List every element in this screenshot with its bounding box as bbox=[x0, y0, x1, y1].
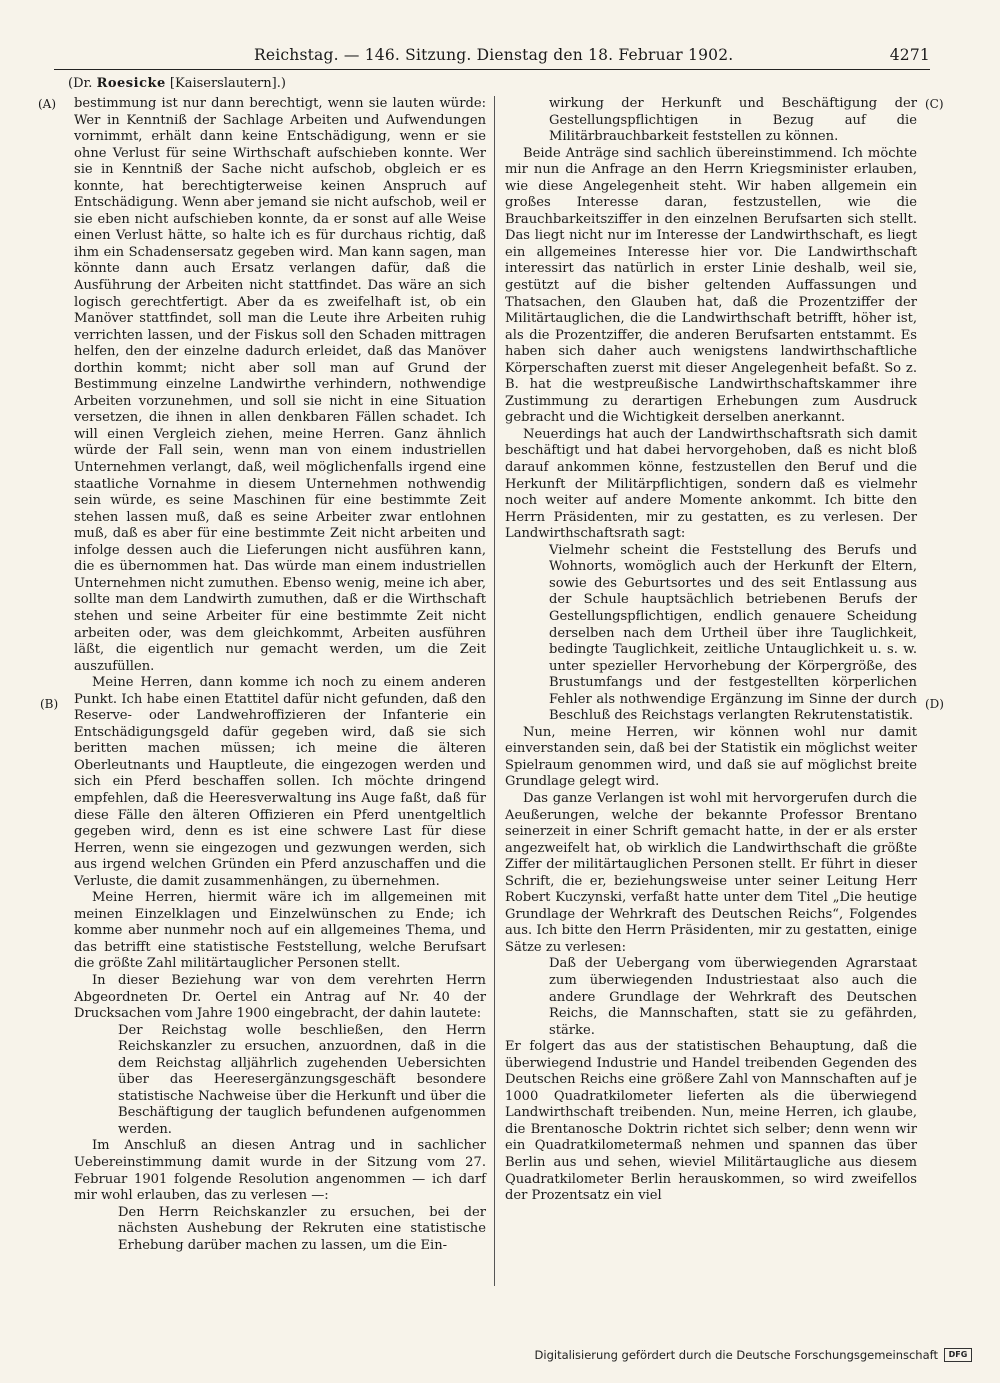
paragraph: Das ganze Verlangen ist wohl mit hervorgerufen durch die Aeußerungen, welche der bekannte Professor Brentano seinerzeit in einer Schrift gemacht hatte, in der er als erster angezweifelt hat, ob wirklich die Landwirthschaft die größte Ziffer der militärtauglichen Personen stellt. Er führt in dieser Schrift, die er, beziehungsweise unter seiner Leitung Herr Robert Kuczynski, verfaßt hatte unter dem Titel „Die heutige Grundlage der Wehrkraft des Deutschen Reichs“, Folgendes aus. Ich bitte den Herrn Präsidenten, mir zu gestatten, einige Sätze zu verlesen: bbox=[505, 790, 917, 955]
block-quote: Daß der Uebergang vom überwiegenden Agrarstaat zum überwiegenden Industriestaat also auch die andere Grundlage der Wehrkraft des Deutschen Reichs, die Mannschaften, statt sie zu gefährden, stärke. bbox=[549, 956, 917, 1038]
speaker-line bbox=[68, 76, 286, 91]
paragraph: Im Anschluß an diesen Antrag und in sachlicher Uebereinstimmung damit wurde in der Sitzung vom 27. Februar 1901 folgende Resolution angenommen — ich darf mir wohl erlauben, das zu verlesen —: bbox=[74, 1138, 486, 1204]
speaker-prefix: (Dr. bbox=[68, 76, 93, 91]
column-divider bbox=[494, 96, 495, 1286]
block-quote: Vielmehr scheint die Feststellung des Berufs und Wohnorts, womöglich auch der Herkunft der Eltern, sowie des Geburtsortes und des seit Entlassung aus der Schule hauptsächlich betriebenen Berufs der Gestellungspflichtigen, endlich genauere Scheidung derselben nach dem Urtheil über ihre Tauglichkeit, bedingte Tauglichkeit, zeitliche Untauglichkeit u. s. w. unter spezieller Hervorhebung der Körpergröße, des Brustumfangs und der festgestellten körperlichen Fehler als nothwendige Ergänzung im Sinne der durch Beschluß des Reichstags verlangten Rekrutenstatistik. bbox=[549, 542, 917, 724]
paragraph: In dieser Beziehung war von dem verehrten Herrn Abgeordneten Dr. Oertel ein Antrag auf Nr. 40 der Drucksachen vom Jahre 1900 eingebracht, der dahin lautete: bbox=[74, 972, 486, 1022]
header-rule bbox=[54, 69, 930, 70]
footer-text: Digitalisierung gefördert durch die Deutsche Forschungsgemeinschaft bbox=[534, 1348, 938, 1362]
margin-marker-d: (D) bbox=[925, 697, 944, 711]
dfg-logo: DFG bbox=[944, 1348, 972, 1362]
running-header bbox=[54, 46, 930, 68]
paragraph: Meine Herren, hiermit wäre ich im allgemeinen mit meinen Einzelklagen und Einzelwünschen zu Ende; ich komme aber nunmehr noch auf ein allgemeines Thema, und das betrifft eine statistische Feststellung, welche Berufsart die größte Zahl militärtauglicher Personen stellt. bbox=[74, 890, 486, 972]
block-quote: wirkung der Herkunft und Beschäftigung der Gestellungspflichtigen in Bezug auf die Militärbrauchbarkeit feststellen zu können. bbox=[549, 96, 917, 145]
page-title: Reichstag. — 146. Sitzung. Dienstag den 18. Februar 1902. bbox=[254, 46, 734, 64]
right-column bbox=[505, 96, 917, 1205]
paragraph: Neuerdings hat auch der Landwirthschaftsrath sich damit beschäftigt und hat dabei hervorgehoben, daß es nicht bloß darauf ankommen könne, festzustellen den Beruf und die Herkunft der Militärpflichtigen, sondern daß es vielmehr noch weiter auf andere Momente ankommt. Ich bitte den Herrn Präsidenten, mir zu gestatten, es zu verlesen. Der Landwirthschaftsrath sagt: bbox=[505, 426, 917, 542]
paragraph: bestimmung ist nur dann berechtigt, wenn sie lauten würde: Wer in Kenntniß der Sachlage Arbeiten und Aufwendungen vornimmt, erhält dann keine Entschädigung, wenn er sie ohne Verlust für seine Wirthschaft aufschieben konnte. Wer sie in Kenntniß der Sache nicht aufschob, obgleich er es konnte, hat berechtigterweise keinen Anspruch auf Entschädigung. Wenn aber jemand sie nicht aufschob, weil er sie eben nicht aufschieben konnte, da er sonst auf alle Weise einen Verlust hätte, so halte ich es für durchaus richtig, daß ihm ein Schadensersatz gegeben wird. Man kann sagen, man könnte dann auch Ersatz verlangen dafür, daß die Ausführung der Arbeiten nicht stattfindet. Das wäre an sich logisch gerechtfertigt. Aber da es zweifelhaft ist, ob ein Manöver stattfindet, soll man die Leute ihre Arbeiten ruhig verrichten lassen, und der Fiskus soll den Schaden mittragen helfen, den der einzelne dadurch erleidet, daß das Manöver dorthin kommt; nicht aber soll man auf Grund der Bestimmung einzelne Landwirthe verhindern, nothwendige Arbeiten vorzunehmen, und soll sie nicht in eine Situation versetzen, die ihnen in allen denkbaren Fällen schadet. Ich will einen Vergleich ziehen, meine Herren. Ganz ähnlich würde der Fall sein, wenn man von einem industriellen Unternehmen verlangt, daß, weil möglichenfalls irgend eine staatliche Vornahme in diesem Unternehmen nothwendig sein würde, es seine Maschinen für eine bestimmte Zeit stehen lassen muß, daß es seine Arbeiter zwar entlohnen muß, daß es aber für eine bestimmte Zeit nicht arbeiten und infolge dessen auch die Lieferungen nicht ausführen kann, die es übernommen hat. Das würde man einem industriellen Unternehmen nicht zumuthen. Ebenso wenig, meine ich aber, sollte man dem Landwirth zumuthen, daß er die Wirthschaft stehen und seine Arbeiter für eine bestimmte Zeit nicht arbeiten oder, was dem gleichkommt, Arbeiten ausführen läßt, die eigentlich nur gemacht werden, um die Zeit auszufüllen. bbox=[74, 96, 486, 674]
paragraph: Er folgert das aus der statistischen Behauptung, daß die überwiegend Industrie und Handel treibenden Gegenden des Deutschen Reichs eine größere Zahl von Mannschaften auf je 1000 Quadratkilometer lieferten als die überwiegend Landwirthschaft treibenden. Nun, meine Herren, ich glaube, die Brentanosche Doktrin richtet sich selber; denn wenn wir ein Quadratkilometermaß nehmen und spannen das über Berlin aus und sehen, wieviel Militärtaugliche aus diesem Quadratkilometer Berlin herauskommen, so wird zweifellos der Prozentsatz ein viel bbox=[505, 1039, 917, 1204]
margin-marker-b: (B) bbox=[40, 697, 59, 711]
margin-marker-c: (C) bbox=[925, 97, 944, 111]
paragraph: Beide Anträge sind sachlich übereinstimmend. Ich möchte mir nun die Anfrage an den Herrn Kriegsminister erlauben, wie diese Angelegenheit steht. Wir haben allgemein ein großes Interesse daran, festzustellen, wie die Brauchbarkeitsziffer in den einzelnen Berufsarten sich stellt. Das liegt nicht nur im Interesse der Landwirthschaft, es liegt ein allgemeines Interesse hier vor. Die Landwirthschaft interessirt das natürlich in erster Linie deshalb, weil sie, gestützt auf die bisher geltenden Auffassungen und Thatsachen, den Glauben hat, daß die Prozentziffer der Militärtauglichen, die die Landwirthschaft betrifft, höher ist, als die Prozentziffer, die anderen Berufsarten entstammt. Es haben sich daher auch wenigstens landwirthschaftliche Körperschaften zuerst mit dieser Angelegenheit befaßt. So z. B. hat die westpreußische Landwirthschaftskammer ihre Zustimmung zu derartigen Erhebungen zum Ausdruck gebracht und die Wichtigkeit derselben anerkannt. bbox=[505, 145, 917, 426]
paragraph: Meine Herren, dann komme ich noch zu einem anderen Punkt. Ich habe einen Etattitel dafür nicht gefunden, daß den Reserve- oder Landwehroffizieren der Infanterie ein Entschädigungsgeld dafür gegeben wird, daß sie sich beritten machen müssen; ich meine die älteren Oberleutnants und Hauptleute, die eingezogen werden und sich ein Pferd beschaffen sollen. Ich möchte dringend empfehlen, daß die Heeresverwaltung ins Auge faßt, daß für diese Fälle den älteren Offizieren ein Pferd unentgeltlich gegeben wird, denn es ist eine schwere Last für diese Herren, wenn sie eingezogen und gezwungen werden, sich aus irgend welchen Gründen ein Pferd anzuschaffen und die Verluste, die damit zusammenhängen, zu übernehmen. bbox=[74, 675, 486, 889]
digitization-footer bbox=[535, 1348, 972, 1362]
block-quote: Der Reichstag wolle beschließen, den Herrn Reichskanzler zu ersuchen, anzuordnen, daß in die dem Reichstag alljährlich zugehenden Uebersichten über das Heeresergänzungsgeschäft besondere statistische Nachweise über die Herkunft und über die Beschäftigung der tauglich befundenen aufgenommen werden. bbox=[118, 1022, 486, 1137]
page-number: 4271 bbox=[889, 46, 930, 64]
speaker-name: Roesicke bbox=[96, 76, 166, 91]
block-quote: Den Herrn Reichskanzler zu ersuchen, bei der nächsten Aushebung der Rekruten eine statistische Erhebung darüber machen zu lassen, um die Ein- bbox=[118, 1204, 486, 1253]
margin-marker-a: (A) bbox=[38, 97, 57, 111]
left-column bbox=[74, 96, 486, 1254]
speaker-suffix: [Kaiserslautern].) bbox=[169, 76, 286, 91]
paragraph: Nun, meine Herren, wir können wohl nur damit einverstanden sein, daß bei der Statistik ein möglichst weiter Spielraum genommen wird, und daß sie auf möglichst breite Grundlage gelegt wird. bbox=[505, 724, 917, 790]
